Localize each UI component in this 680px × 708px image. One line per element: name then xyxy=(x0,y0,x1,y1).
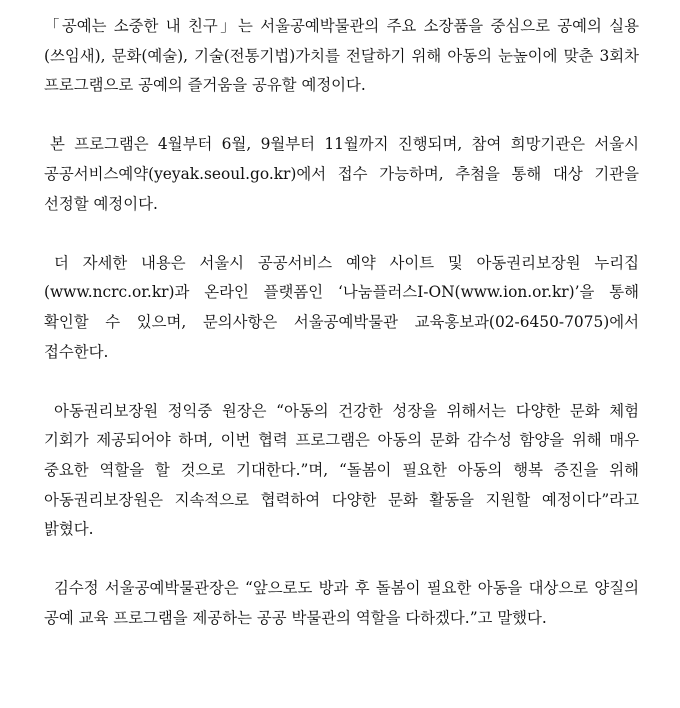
paragraph-program-intro: 「공예는 소중한 내 친구」는 서울공예박물관의 주요 소장품을 중심으로 공예의 실용(쓰임새), 문화(예술), 기술(전통기법)가치를 전달하기 위해 아동의 눈높이에 맞춘 3회차 프로그램으로 공예의 즐거움을 공유할 예정이다. xyxy=(44,17,639,95)
paragraph-schedule: 본 프로그램은 4월부터 6월, 9월부터 11월까지 진행되며, 참여 희망기관은 서울시 공공서비스예약(yeyak.seoul.go.kr)에서 접수 가능하며, 추첨을 통해 대상 기관을 선정할 예정이다. xyxy=(44,135,639,213)
paragraph-contact-info: 더 자세한 내용은 서울시 공공서비스 예약 사이트 및 아동권리보장원 누리집(www.ncrc.or.kr)과 온라인 플랫폼인 ‘나눔플러스I-ON(www.ion.or.kr)’을 통해 확인할 수 있으며, 문의사항은 서울공예박물관 교육홍보과(02-6450-7075)에서 접수한다. xyxy=(44,253,639,361)
paragraph-museum-director-quote: 김수정 서울공예박물관장은 “앞으로도 방과 후 돌봄이 필요한 아동을 대상으로 양질의 공예 교육 프로그램을 제공하는 공공 박물관의 역할을 다하겠다.”고 말했다. xyxy=(44,579,639,627)
paragraph-director-quote: 아동권리보장원 정익중 원장은 “아동의 건강한 성장을 위해서는 다양한 문화 체험 기회가 제공되어야 하며, 이번 협력 프로그램은 아동의 문화 감수성 함양을 위해 매우 중요한 역할을 할 것으로 기대한다.”며, “돌봄이 필요한 아동의 행복 증진을 위해 아동권리보장원은 지속적으로 협력하여 다양한 문화 활동을 지원할 예정이다”라고 밝혔다. xyxy=(44,401,639,539)
article-body xyxy=(44,12,639,633)
